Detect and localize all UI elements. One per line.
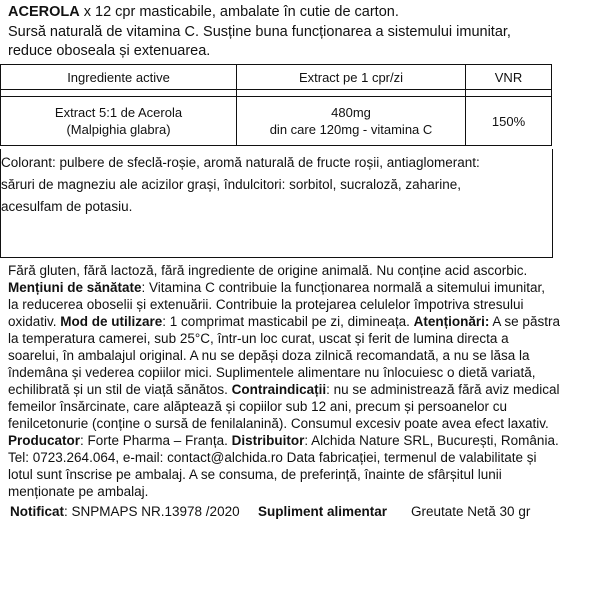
contraindications-line-1 — [8, 381, 560, 398]
product-title-line — [8, 4, 399, 21]
vnr-cell: 150% — [466, 97, 552, 146]
health-claims-line-2: la reducerea oboselii și extenuării. Contribuie la protejarea celulelor împotriva stresului — [8, 297, 524, 312]
warnings-line-2: soarelui, în ambalajul original. A nu se depăși doza zilnică recomandată, a nu se lăsa la — [8, 348, 530, 363]
warnings-text-end: echilibrată și un stil de viață sănătos. — [8, 382, 232, 397]
composition-box — [0, 149, 553, 258]
usage-label: Mod de utilizare — [60, 314, 163, 329]
active-ingredients-table — [0, 64, 552, 146]
contact-line: Tel: 0723.264.064, e-mail: contact@alchida.ro Data fabricației, termenul de valabilitate și — [8, 450, 537, 465]
header-extract: Extract pe 1 cpr/zi — [237, 65, 466, 90]
notification-label: Notificat — [10, 504, 64, 519]
usage-line — [8, 313, 560, 330]
usage-text: : 1 comprimat masticabil pe zi, dimineața. — [162, 314, 414, 329]
table-header-row — [1, 65, 552, 90]
warnings-text-start: A se păstra — [489, 314, 560, 329]
net-weight: Greutate Netă 30 gr — [411, 504, 531, 519]
header-vnr: VNR — [466, 65, 552, 90]
supplement-text: Supliment alimentar — [258, 504, 388, 519]
health-claims-line-1 — [8, 279, 545, 296]
composition-line-3: acesulfam de potasiu. — [1, 199, 133, 214]
spacer-cell — [466, 90, 552, 97]
extract-cell — [237, 97, 466, 146]
product-format: x 12 cpr masticabile, ambalate în cutie de carton. — [79, 4, 399, 20]
spacer-cell — [237, 90, 466, 97]
contraindications-line-2: femeilor însărcinate, care alăptează și copiilor sub 12 ani, precum și persoanelor cu — [8, 399, 508, 414]
ingredient-name: Extract 5:1 de Acerola — [54, 105, 183, 120]
product-description-line-2: Sursă naturală de vitamina C. Susține buna funcționarea a sistemului imunitar, — [8, 24, 511, 40]
health-claims-label: Mențiuni de sănătate — [8, 280, 142, 295]
lot-info-line: lotul sunt înscrise pe ambalaj. A se consuma, de preferință, înainte de sfârșitul lunii — [8, 467, 502, 482]
producer-text: : Forte Pharma – Franța. — [80, 433, 232, 448]
ingredient-cell — [1, 97, 237, 146]
notification-line — [10, 503, 240, 520]
free-from-statement: Fără gluten, fără lactoză, fără ingrediente de origine animală. Nu conține acid ascorbic. — [8, 263, 528, 278]
distributor-text: : Alchida Nature SRL, București, România. — [304, 433, 559, 448]
contraindications-text: : nu se administrează fără aviz medical — [326, 382, 560, 397]
extract-amount: 480mg — [331, 105, 371, 120]
warnings-line-1: la temperatura camerei, sub 25°C, într-un loc curat, uscat și ferit de lumina directa a — [8, 331, 509, 346]
table-row — [1, 97, 552, 146]
producer-label: Producator — [8, 433, 81, 448]
header-ingredients: Ingrediente active — [1, 65, 237, 90]
health-claims-text: : Vitamina C contribuie la funcționarea normală a sitemului imunitar, — [141, 280, 545, 295]
distributor-label: Distribuitor — [231, 433, 305, 448]
warnings-line-3: îndemâna și vederea copiilor mici. Suplimentele alimentare nu înlocuiesc o dietă variată, — [8, 365, 536, 380]
ingredient-latin-name: (Malpighia glabra) — [66, 122, 171, 137]
lot-info-line-2: menționate pe ambalaj. — [8, 484, 149, 499]
product-description-line-3: reduce oboseala și extenuarea. — [8, 43, 211, 59]
producer-line — [8, 432, 559, 449]
warnings-label: Atenționări: — [413, 314, 490, 329]
usage-prefix: oxidativ. — [8, 314, 61, 329]
product-name: ACEROLA — [8, 4, 80, 20]
contraindications-label: Contraindicații — [231, 382, 327, 397]
table-spacer-row — [1, 90, 552, 97]
composition-line-1: Colorant: pulbere de sfeclă-roșie, aromă naturală de fructe roșii, antiaglomerant: — [1, 155, 480, 170]
notification-number: : SNPMAPS NR.13978 /2020 — [64, 504, 240, 519]
extract-vitamin-c: din care 120mg - vitamina C — [269, 122, 433, 137]
composition-line-2: săruri de magneziu ale acizilor grași, îndulcitori: sorbitol, sucraloză, zaharine, — [1, 177, 461, 192]
supplement-label — [258, 503, 387, 520]
spacer-cell — [1, 90, 237, 97]
contraindications-line-3: fenilcetonurie (conține o sursă de fenilalanină). Consumul excesiv poate avea efect laxativ. — [8, 416, 549, 431]
